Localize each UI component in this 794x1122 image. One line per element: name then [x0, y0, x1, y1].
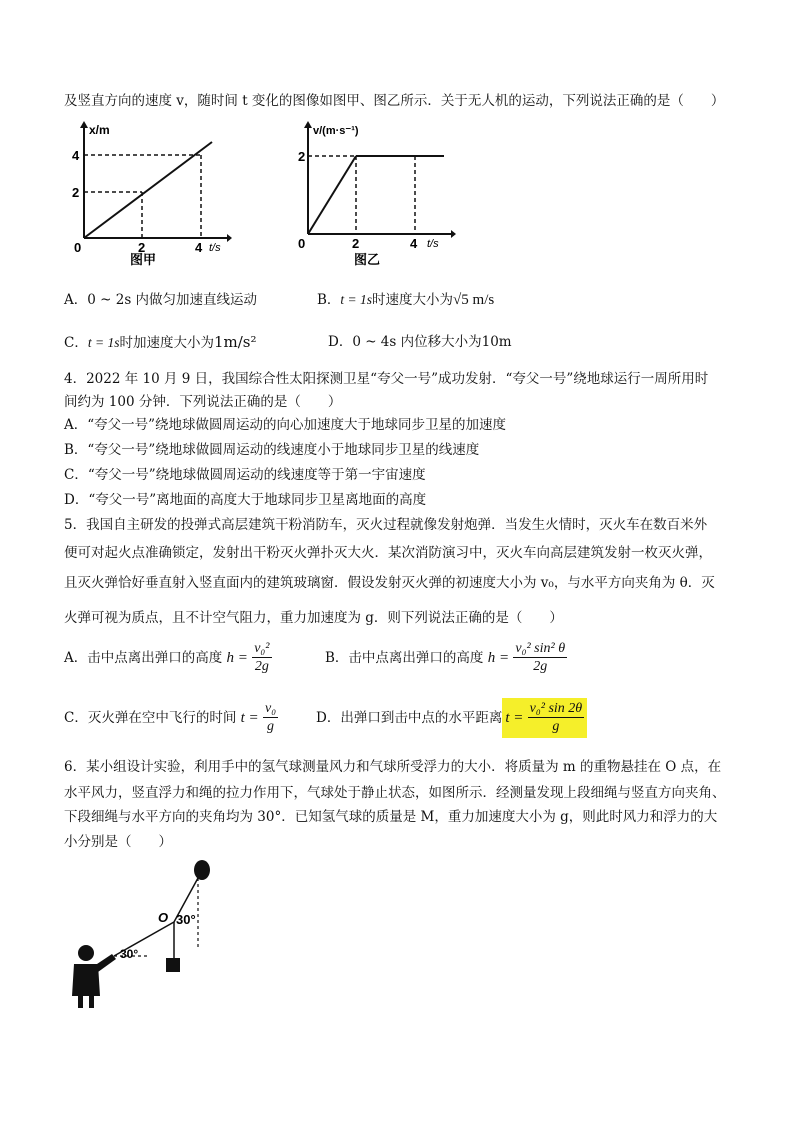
- q3-option-c-value: 1m/s²: [213, 333, 257, 351]
- q5-option-c-text: C．灭火弹在空中飞行的时间: [64, 710, 237, 726]
- person-head: [78, 945, 94, 961]
- q5-option-b-denominator: 2g: [533, 659, 548, 674]
- q4-option-c: C．“夸父一号”绕地球做圆周运动的线速度等于第一宇宙速度: [64, 467, 426, 483]
- q6-stem-line3: 下段细绳与水平方向的夹角均为 30°．已知氢气球的质量是 M，重力加速度大小为 g，则此时风力和浮力的大: [64, 809, 718, 825]
- q4-option-b: B．“夸父一号”绕地球做圆周运动的线速度小于地球同步卫星的线速度: [64, 442, 480, 458]
- q5-option-d-text: D．出弹口到击中点的水平距离: [316, 710, 503, 726]
- q5-option-d: [316, 698, 587, 738]
- graph-yi-ylabel: v/(m·s⁻¹): [313, 125, 359, 137]
- q3-option-c-label: C．: [64, 335, 88, 351]
- q5-option-c-lhs: t =: [240, 710, 259, 726]
- q6-stem-line2: 水平风力，竖直浮力和绳的拉力作用下，气球处于静止状态，如图所示．经测量发现上段细绳与竖直方向夹角、: [64, 785, 726, 801]
- q4-option-d: D．“夸父一号”离地面的高度大于地球同步卫星离地面的高度: [64, 492, 427, 508]
- graph-yi-xlabel: t/s: [427, 238, 439, 250]
- person-arm: [94, 954, 116, 972]
- q3-option-c-mid: 时加速度大小为: [119, 335, 214, 351]
- graph-yi: [296, 118, 456, 268]
- q5-stem-line1: 5．我国自主研发的投弹式高层建筑干粉消防车，灭火过程就像发射炮弹．当发生火情时，灭火车在数百米外: [64, 517, 708, 533]
- q4-stem-line1: 4．2022 年 10 月 9 日，我国综合性太阳探测卫星“夸父一号”成功发射．“夸父一号”绕地球运行一周所用时: [64, 371, 709, 387]
- q6-stem-line4: 小分别是（ ）: [64, 834, 172, 850]
- q5-option-a-numerator: v₀²: [254, 641, 270, 656]
- q5-option-a-denominator: 2g: [254, 659, 269, 674]
- graph-jia-caption: 图甲: [130, 252, 157, 267]
- q5-stem-line2: 便可对起火点准确锁定，发射出干粉灭火弹扑灭大火．某次消防演习中，灭火车向高层建筑发射一枚灭火弹，: [64, 545, 712, 561]
- graph-yi-ytick-2: 2: [298, 149, 306, 164]
- q3-option-c: [64, 333, 257, 352]
- q5-option-d-fraction: [528, 700, 585, 736]
- graph-jia-ylabel: x/m: [89, 123, 110, 137]
- q6-stem-line1: 6．某小组设计实验，利用手中的氢气球测量风力和气球所受浮力的大小．将质量为 m 的重物悬挂在 O 点，在: [64, 759, 722, 775]
- q3-option-b-mid: 时速度大小为: [372, 292, 454, 308]
- angle-upper-label: 30°: [176, 912, 196, 927]
- q5-option-a: [64, 640, 272, 676]
- q3-option-b-value: √5 m/s: [453, 292, 495, 308]
- point-o-label: O: [158, 910, 169, 925]
- q5-option-b-lhs: h =: [487, 650, 510, 666]
- graph-jia-ytick-4: 4: [72, 148, 80, 163]
- q4-stem-line2: 间约为 100 分钟．下列说法正确的是（ ）: [64, 394, 342, 410]
- q5-option-b: [325, 640, 567, 676]
- graph-yi-xtick-2: 2: [352, 236, 360, 251]
- q3-stem: 及竖直方向的速度 v，随时间 t 变化的图像如图甲、图乙所示．关于无人机的运动，下列说法正确的是（ ）: [64, 93, 725, 109]
- graph-yi-xtick-4: 4: [410, 236, 418, 251]
- q3-option-b-label: B．: [317, 292, 341, 308]
- q3-option-b-eq: t = 1s: [340, 292, 373, 307]
- q4-option-a: A．“夸父一号”绕地球做圆周运动的向心加速度大于地球同步卫星的加速度: [64, 417, 507, 433]
- q5-option-d-highlight: [502, 698, 587, 738]
- graph-jia: [72, 118, 232, 268]
- q5-option-a-text: A．击中点离出弹口的高度: [64, 650, 223, 666]
- q5-option-a-fraction: [252, 640, 271, 676]
- q5-stem-line3: 且灭火弹恰好垂直射入竖直面内的建筑玻璃窗．假设发射灭火弹的初速度大小为 v₀，与水平方向夹角为 θ．灭: [64, 575, 715, 591]
- q3-option-c-eq: t = 1s: [87, 335, 120, 350]
- graph-jia-xlabel: t/s: [209, 242, 221, 254]
- q5-option-c: [64, 700, 278, 736]
- q5-option-d-denominator: g: [552, 719, 560, 734]
- q5-option-a-lhs: h =: [226, 650, 248, 666]
- graph-jia-ytick-2: 2: [72, 185, 80, 200]
- q3-option-d: D．0 ~ 4s 内位移大小为10m: [328, 334, 512, 350]
- person-body: [72, 964, 100, 1008]
- q5-stem-line4: 火弹可视为质点，且不计空气阻力，重力加速度为 g．则下列说法正确的是（ ）: [64, 610, 563, 626]
- graph-yi-caption: 图乙: [354, 252, 381, 267]
- q5-option-b-fraction: [513, 640, 567, 676]
- q5-option-c-numerator: v₀: [264, 701, 277, 716]
- balloon-icon: [194, 860, 210, 880]
- graph-jia-xtick-2: 2: [138, 240, 146, 255]
- graph-yi-origin: 0: [298, 236, 306, 251]
- graph-jia-origin: 0: [74, 240, 82, 255]
- graph-jia-xtick-4: 4: [195, 240, 203, 255]
- q3-option-a: A．0 ~ 2s 内做匀加速直线运动: [64, 292, 258, 308]
- q5-option-c-denominator: g: [267, 719, 275, 734]
- q5-option-c-fraction: [263, 700, 278, 736]
- q6-figure: [60, 858, 230, 1018]
- q3-option-b: [317, 291, 494, 309]
- hanging-weight: [166, 958, 180, 972]
- q5-option-d-numerator: v₀² sin 2θ: [529, 701, 583, 716]
- q5-option-d-lhs: t =: [505, 710, 524, 726]
- q5-option-b-numerator: v₀² sin² θ: [515, 641, 566, 656]
- angle-lower-label: 30°: [120, 947, 139, 961]
- q5-option-b-text: B．击中点离出弹口的高度: [325, 650, 484, 666]
